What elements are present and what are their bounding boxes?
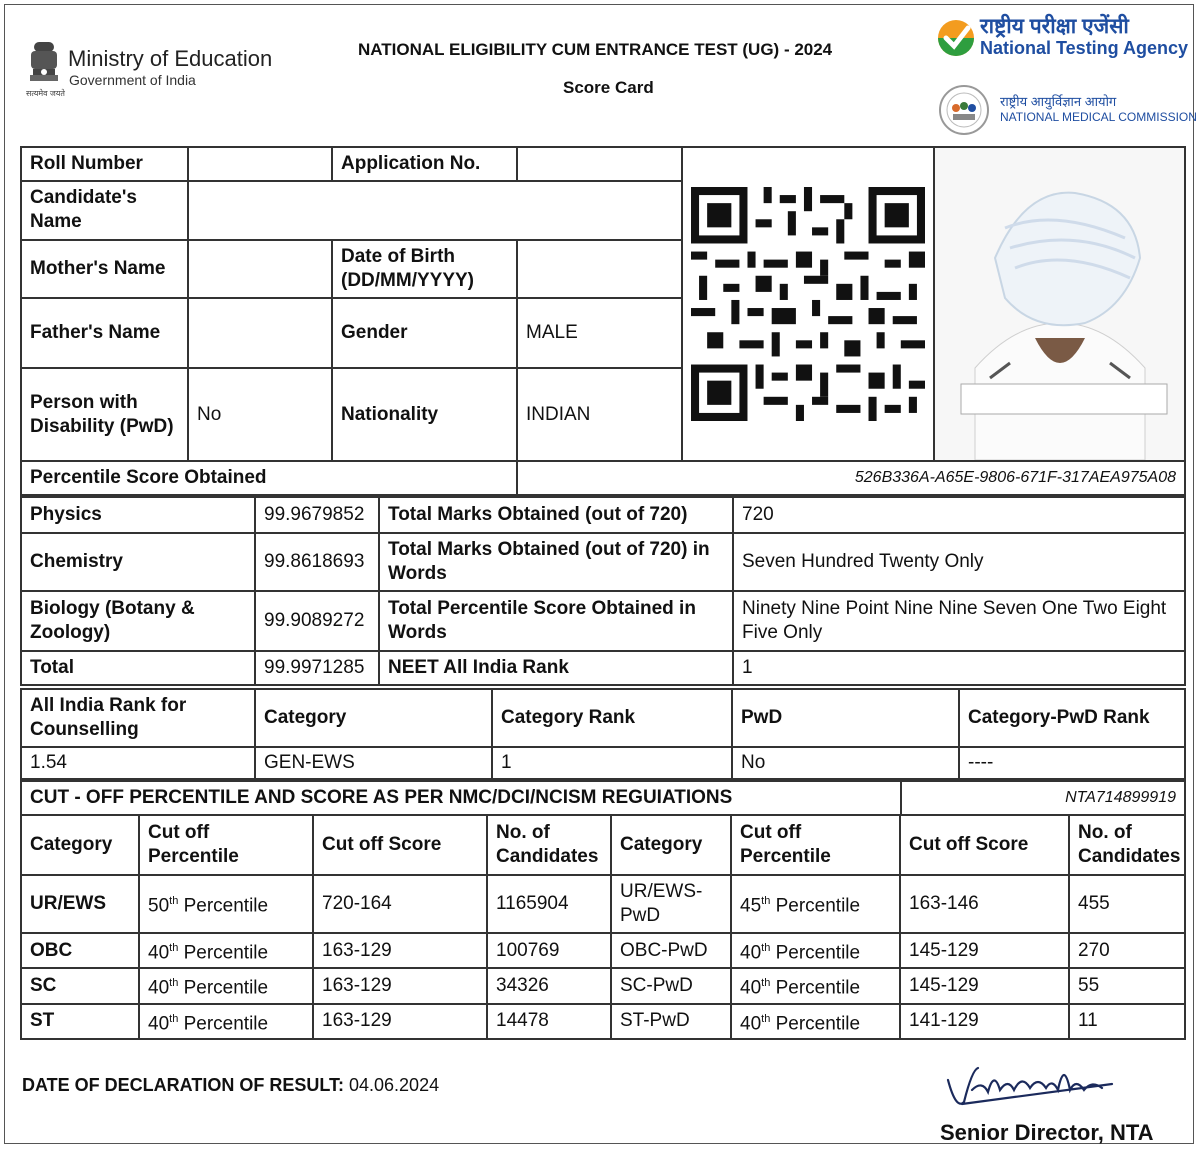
marks-words-value: Seven Hundred Twenty Only	[733, 533, 1185, 591]
physics-label: Physics	[21, 497, 255, 533]
candidate-photo	[935, 148, 1185, 460]
category-pwd-rank-label: Category-PwD Rank	[959, 689, 1185, 747]
nationality-value: INDIAN	[517, 368, 682, 461]
gender-value: MALE	[517, 298, 682, 368]
air-label: NEET All India Rank	[379, 651, 733, 685]
cutoff-col-header: Category	[611, 815, 731, 875]
percentile-words-label: Total Percentile Score Obtained in Words	[379, 591, 733, 651]
dob-value	[517, 240, 682, 298]
cutoff-header-row	[21, 815, 1185, 875]
table-row	[21, 933, 1185, 968]
ministry-title: Ministry of Education	[68, 46, 273, 71]
percentile-words-value: Ninety Nine Point Nine Nine Seven One Two Eight Five Only	[733, 591, 1185, 651]
father-name-value	[188, 298, 332, 368]
cutoff-col-header: No. of Candidates	[1069, 815, 1185, 875]
nta-header	[936, 12, 1189, 72]
cutoff-percentile: 40th Percentile	[139, 933, 313, 968]
mother-name-value	[188, 240, 332, 298]
cutoff-score: 163-129	[313, 1004, 487, 1039]
total-marks-value: 720	[733, 497, 1185, 533]
chemistry-label: Chemistry	[21, 533, 255, 591]
cutoff-pwd-count: 11	[1069, 1004, 1185, 1039]
cutoff-percentile: 40th Percentile	[139, 968, 313, 1003]
counselling-rank-label: All India Rank for Counselling	[21, 689, 255, 747]
cutoff-percentile: 50th Percentile	[139, 875, 313, 933]
cutoff-count: 34326	[487, 968, 611, 1003]
category-rank-label: Category Rank	[492, 689, 732, 747]
biology-value: 99.9089272	[255, 591, 379, 651]
total-label: Total	[21, 651, 255, 685]
cutoff-header-table	[20, 780, 1186, 816]
air-value: 1	[733, 651, 1185, 685]
nationality-label: Nationality	[332, 368, 517, 461]
candidate-name-value	[188, 181, 682, 239]
table-row	[21, 1004, 1185, 1039]
mother-name-label: Mother's Name	[21, 240, 188, 298]
cutoff-col-header: Cut off Percentile	[139, 815, 313, 875]
cutoff-percentile: 40th Percentile	[139, 1004, 313, 1039]
cutoff-count: 14478	[487, 1004, 611, 1039]
cutoff-pwd-percentile: 40th Percentile	[731, 933, 900, 968]
roll-number-label: Roll Number	[21, 147, 188, 181]
total-marks-label: Total Marks Obtained (out of 720)	[379, 497, 733, 533]
cutoff-category: OBC	[21, 933, 139, 968]
dob-label: Date of Birth (DD/MM/YYYY)	[332, 240, 517, 298]
application-no-label: Application No.	[332, 147, 517, 181]
table-row	[21, 968, 1185, 1003]
pwd-value: No	[188, 368, 332, 461]
cutoff-score: 720-164	[313, 875, 487, 933]
rank-pwd-label: PwD	[732, 689, 959, 747]
table-row	[21, 875, 1185, 933]
rank-pwd-value: No	[732, 747, 959, 779]
cutoff-col-header: Cut off Percentile	[731, 815, 900, 875]
nta-hindi-name: राष्ट्रीय परीक्षा एजेंसी	[980, 15, 1129, 38]
cutoff-col-header: Cut off Score	[313, 815, 487, 875]
cutoff-pwd-count: 455	[1069, 875, 1185, 933]
category-label: Category	[255, 689, 492, 747]
candidate-info-table	[20, 146, 1186, 496]
cutoff-score: 163-129	[313, 968, 487, 1003]
declaration-label: DATE OF DECLARATION OF RESULT:	[22, 1075, 344, 1095]
cutoff-category: ST	[21, 1004, 139, 1039]
cutoff-pwd-score: 145-129	[900, 968, 1069, 1003]
chemistry-value: 99.8618693	[255, 533, 379, 591]
cutoff-pwd-score: 163-146	[900, 875, 1069, 933]
candidate-name-label: Candidate's Name	[21, 181, 188, 239]
score-table	[20, 496, 1186, 686]
cutoff-score: 163-129	[313, 933, 487, 968]
cutoff-pwd-category: OBC-PwD	[611, 933, 731, 968]
nta-english-name: National Testing Agency	[980, 38, 1189, 58]
cutoff-pwd-count: 55	[1069, 968, 1185, 1003]
roll-number-value	[188, 147, 332, 181]
cutoff-col-header: Cut off Score	[900, 815, 1069, 875]
cutoff-code: NTA714899919	[901, 781, 1185, 815]
total-percentile-value: 99.9971285	[255, 651, 379, 685]
rank-table	[20, 688, 1186, 780]
qr-code-cell	[682, 147, 934, 461]
ministry-subtitle: Government of India	[69, 72, 196, 88]
cutoff-pwd-score: 141-129	[900, 1004, 1069, 1039]
signature	[942, 1050, 1122, 1120]
nmc-hindi-name: राष्ट्रीय आयुर्विज्ञान आयोग	[1000, 94, 1117, 109]
cutoff-title: CUT - OFF PERCENTILE AND SCORE AS PER NMC/DCI/NCISM REGUIATIONS	[21, 781, 901, 815]
emblem-caption: सत्यमेव जयते	[26, 89, 65, 98]
document-title: Score Card	[563, 78, 654, 97]
candidate-photo-cell	[934, 147, 1185, 461]
document-uid: 526B336A-A65E-9806-671F-317AEA975A08	[517, 461, 1185, 495]
cutoff-pwd-category: ST-PwD	[611, 1004, 731, 1039]
cutoff-pwd-percentile: 45th Percentile	[731, 875, 900, 933]
marks-words-label: Total Marks Obtained (out of 720) in Words	[379, 533, 733, 591]
nta-logo-icon	[936, 18, 976, 58]
cutoff-category: SC	[21, 968, 139, 1003]
cutoff-pwd-percentile: 40th Percentile	[731, 968, 900, 1003]
signatory-title: Senior Director, NTA	[940, 1120, 1154, 1145]
physics-value: 99.9679852	[255, 497, 379, 533]
cutoff-col-header: Category	[21, 815, 139, 875]
father-name-label: Father's Name	[21, 298, 188, 368]
declaration-value: 04.06.2024	[349, 1075, 440, 1095]
counselling-rank-value: 1.54	[21, 747, 255, 779]
cutoff-pwd-count: 270	[1069, 933, 1185, 968]
declaration-date	[22, 1075, 439, 1096]
qr-code	[691, 187, 925, 421]
biology-label: Biology (Botany & Zoology)	[21, 591, 255, 651]
category-value: GEN-EWS	[255, 747, 492, 779]
cutoff-col-header: No. of Candidates	[487, 815, 611, 875]
cutoff-pwd-score: 145-129	[900, 933, 1069, 968]
percentile-section-label: Percentile Score Obtained	[21, 461, 517, 495]
cutoff-count: 100769	[487, 933, 611, 968]
gender-label: Gender	[332, 298, 517, 368]
category-pwd-rank-value: ----	[959, 747, 1185, 779]
exam-title: NATIONAL ELIGIBILITY CUM ENTRANCE TEST (UG) - 2024	[358, 40, 833, 59]
cutoff-pwd-category: UR/EWS-PwD	[611, 875, 731, 933]
pwd-label: Person with Disability (PwD)	[21, 368, 188, 461]
nmc-header	[938, 84, 1197, 136]
application-no-value	[517, 147, 682, 181]
cutoff-pwd-percentile: 40th Percentile	[731, 1004, 900, 1039]
cutoff-table	[20, 814, 1186, 1040]
nmc-english-name: NATIONAL MEDICAL COMMISSION	[1000, 110, 1197, 124]
nmc-logo-icon	[938, 84, 990, 136]
cutoff-count: 1165904	[487, 875, 611, 933]
category-rank-value: 1	[492, 747, 732, 779]
cutoff-category: UR/EWS	[21, 875, 139, 933]
cutoff-pwd-category: SC-PwD	[611, 968, 731, 1003]
ministry-header	[22, 38, 312, 104]
